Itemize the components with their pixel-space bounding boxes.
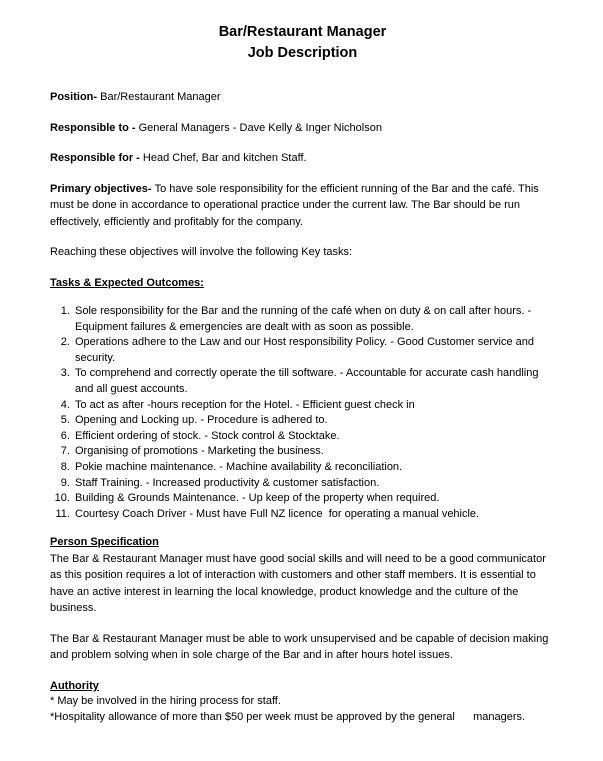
task-item: 10. Building & Grounds Maintenance. - Up keep of the property when required. [73, 491, 555, 507]
position-line [50, 89, 555, 106]
task-item: 8. Pokie machine maintenance. - Machine availability & reconciliation. [73, 460, 555, 476]
task-item: 3. To comprehend and correctly operate the till software. - Accountable for accurate cash handling and all guest accounts. [73, 366, 555, 397]
responsible-for-value: Head Chef, Bar and kitchen Staff. [142, 152, 307, 164]
responsible-to-line [50, 120, 555, 137]
document-header [50, 22, 555, 64]
document-title-line2: Job Description [247, 45, 358, 61]
document-title-line1: Bar/Restaurant Manager [218, 24, 387, 40]
person-specification-paragraph-1: The Bar & Restaurant Manager must have good social skills and will need to be a good communicator as this position requires a lot of interaction with customers and other staff members. It is essential to have an active interest in learning the local knowledge, product knowledge and the culture of the business. [50, 552, 549, 615]
responsible-for-line [50, 150, 555, 167]
person-specification-heading [50, 534, 555, 551]
intro-line: Reaching these objectives will involve the following Key tasks: [50, 246, 353, 258]
authority-line-1: * May be involved in the hiring process for staff. [50, 695, 281, 708]
task-item: 5. Opening and Locking up. - Procedure is adhered to. [73, 413, 555, 429]
position-label: Position- [50, 91, 101, 103]
authority-heading [50, 678, 555, 695]
position-value: Bar/Restaurant Manager [100, 91, 221, 103]
responsible-to-label: Responsible to - [50, 121, 139, 134]
responsible-for-label: Responsible for - [50, 152, 143, 164]
authority-line-2: *Hospitality allowance of more than $50 per week must be approved by the general managers. [50, 710, 526, 723]
tasks-heading-text: Tasks & Expected Outcomes: [50, 276, 204, 289]
task-item: 7. Organising of promotions - Marketing the business. [73, 444, 555, 460]
task-list [50, 304, 555, 522]
primary-objectives-paragraph [50, 181, 555, 231]
primary-objectives-label: Primary objectives- [50, 182, 155, 195]
person-specification-heading-text: Person Specification [50, 536, 159, 549]
task-item: 11. Courtesy Coach Driver - Must have Full NZ licence for operating a manual vehicle. [73, 507, 555, 523]
task-item: 4. To act as after -hours reception for the Hotel. - Efficient guest check in [73, 398, 555, 414]
task-item: 2. Operations adhere to the Law and our Host responsibility Policy. - Good Customer service and security. [73, 335, 555, 366]
task-item: 6. Efficient ordering of stock. - Stock control & Stocktake. [73, 429, 555, 445]
task-item: 1. Sole responsibility for the Bar and the running of the café when on duty & on call after hours. - Equipment failures & emergencies are dealt with as soon as possible. [73, 304, 555, 335]
authority-heading-text: Authority [50, 679, 99, 692]
responsible-to-value: General Managers - Dave Kelly & Inger Nicholson [138, 121, 382, 134]
primary-objectives-value: To have sole responsibility for the efficient running of the Bar and the café. This must be done in accordance to operational practice under the current law. The Bar should be run effectively, efficiently and profitably for the company. [50, 182, 542, 228]
task-item: 9. Staff Training. - Increased productivity & customer satisfaction. [73, 476, 555, 492]
person-specification-paragraph-2: The Bar & Restaurant Manager must be able to work unsupervised and be capable of decision making and problem solving when in sole charge of the Bar and in after hours hotel issues. [50, 632, 552, 662]
tasks-heading [50, 275, 555, 292]
